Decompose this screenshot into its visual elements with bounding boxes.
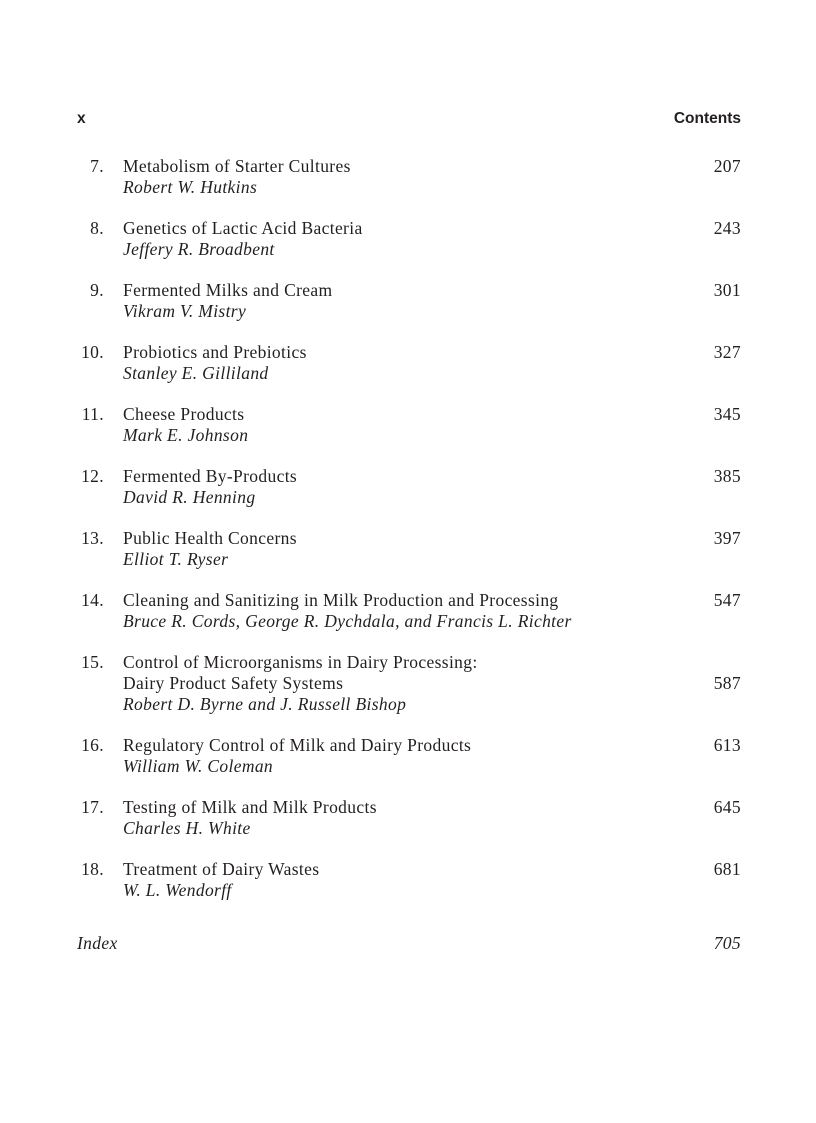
chapter-title: Cheese Products [123, 404, 245, 424]
chapter-number: 7. [90, 156, 104, 176]
chapter-page: 613 [713, 735, 741, 755]
chapter-page: 681 [713, 859, 741, 879]
page-folio: x [77, 110, 86, 127]
chapter-number: 17. [81, 797, 104, 817]
chapter-authors: Vikram V. Mistry [123, 301, 247, 321]
chapter-page: 301 [713, 280, 741, 300]
chapter-title: Cleaning and Sanitizing in Milk Production and Processing [123, 590, 559, 610]
chapter-number: 9. [90, 280, 104, 300]
running-head [77, 110, 741, 130]
chapter-title: Genetics of Lactic Acid Bacteria [123, 218, 363, 238]
chapter-title: Probiotics and Prebiotics [123, 342, 307, 362]
chapter-authors: Charles H. White [123, 818, 251, 838]
chapter-authors: David R. Henning [123, 487, 256, 507]
chapter-authors: Bruce R. Cords, George R. Dychdala, and Francis L. Richter [123, 611, 572, 631]
chapter-authors: William W. Coleman [123, 756, 274, 776]
chapter-number: 11. [81, 404, 104, 424]
chapter-page: 207 [713, 156, 741, 176]
toc-entry [77, 859, 741, 901]
toc-entry [77, 218, 741, 260]
chapter-authors: Jeffery R. Broadbent [123, 239, 275, 259]
toc-entry [77, 797, 741, 839]
chapter-title: Public Health Concerns [123, 528, 297, 548]
chapter-number: 8. [90, 218, 104, 238]
chapter-page: 547 [713, 590, 741, 610]
chapter-page: 327 [713, 342, 741, 362]
chapter-number: 16. [81, 735, 104, 755]
chapter-title: Treatment of Dairy Wastes [123, 859, 320, 879]
toc-entry [77, 528, 741, 570]
chapter-number: 13. [81, 528, 104, 548]
toc-entry [77, 652, 741, 715]
chapter-authors: Elliot T. Ryser [123, 549, 229, 569]
chapter-number: 12. [81, 466, 104, 486]
chapter-number: 14. [81, 590, 104, 610]
toc-entry [77, 590, 741, 632]
chapter-page: 385 [713, 466, 741, 486]
index-page: 705 [713, 933, 741, 953]
index-entry [77, 933, 741, 955]
chapter-title: Metabolism of Starter Cultures [123, 156, 351, 176]
toc-entry [77, 735, 741, 777]
chapter-title: Fermented By-Products [123, 466, 298, 486]
chapter-title-continued: Dairy Product Safety Systems [123, 673, 344, 693]
chapter-authors: W. L. Wendorff [123, 880, 232, 900]
toc-entry [77, 280, 741, 322]
chapter-page: 645 [713, 797, 741, 817]
chapter-page: 397 [713, 528, 741, 548]
chapter-title: Testing of Milk and Milk Products [123, 797, 377, 817]
chapter-title: Control of Microorganisms in Dairy Processing: [123, 652, 478, 672]
chapter-number: 15. [81, 652, 104, 672]
section-title: Contents [673, 110, 741, 127]
chapter-page: 587 [713, 673, 741, 693]
index-label: Index [77, 933, 118, 953]
toc-entry [77, 342, 741, 384]
chapter-page: 243 [713, 218, 741, 238]
chapter-authors: Mark E. Johnson [123, 425, 249, 445]
chapter-title: Regulatory Control of Milk and Dairy Products [123, 735, 472, 755]
chapter-number: 18. [81, 859, 104, 879]
toc-entry [77, 156, 741, 198]
chapter-page: 345 [713, 404, 741, 424]
chapter-authors: Stanley E. Gilliland [123, 363, 269, 383]
chapter-authors: Robert W. Hutkins [123, 177, 258, 197]
chapter-number: 10. [81, 342, 104, 362]
toc-entry [77, 466, 741, 508]
chapter-authors: Robert D. Byrne and J. Russell Bishop [123, 694, 407, 714]
table-of-contents [77, 156, 741, 921]
chapter-title: Fermented Milks and Cream [123, 280, 333, 300]
toc-entry [77, 404, 741, 446]
